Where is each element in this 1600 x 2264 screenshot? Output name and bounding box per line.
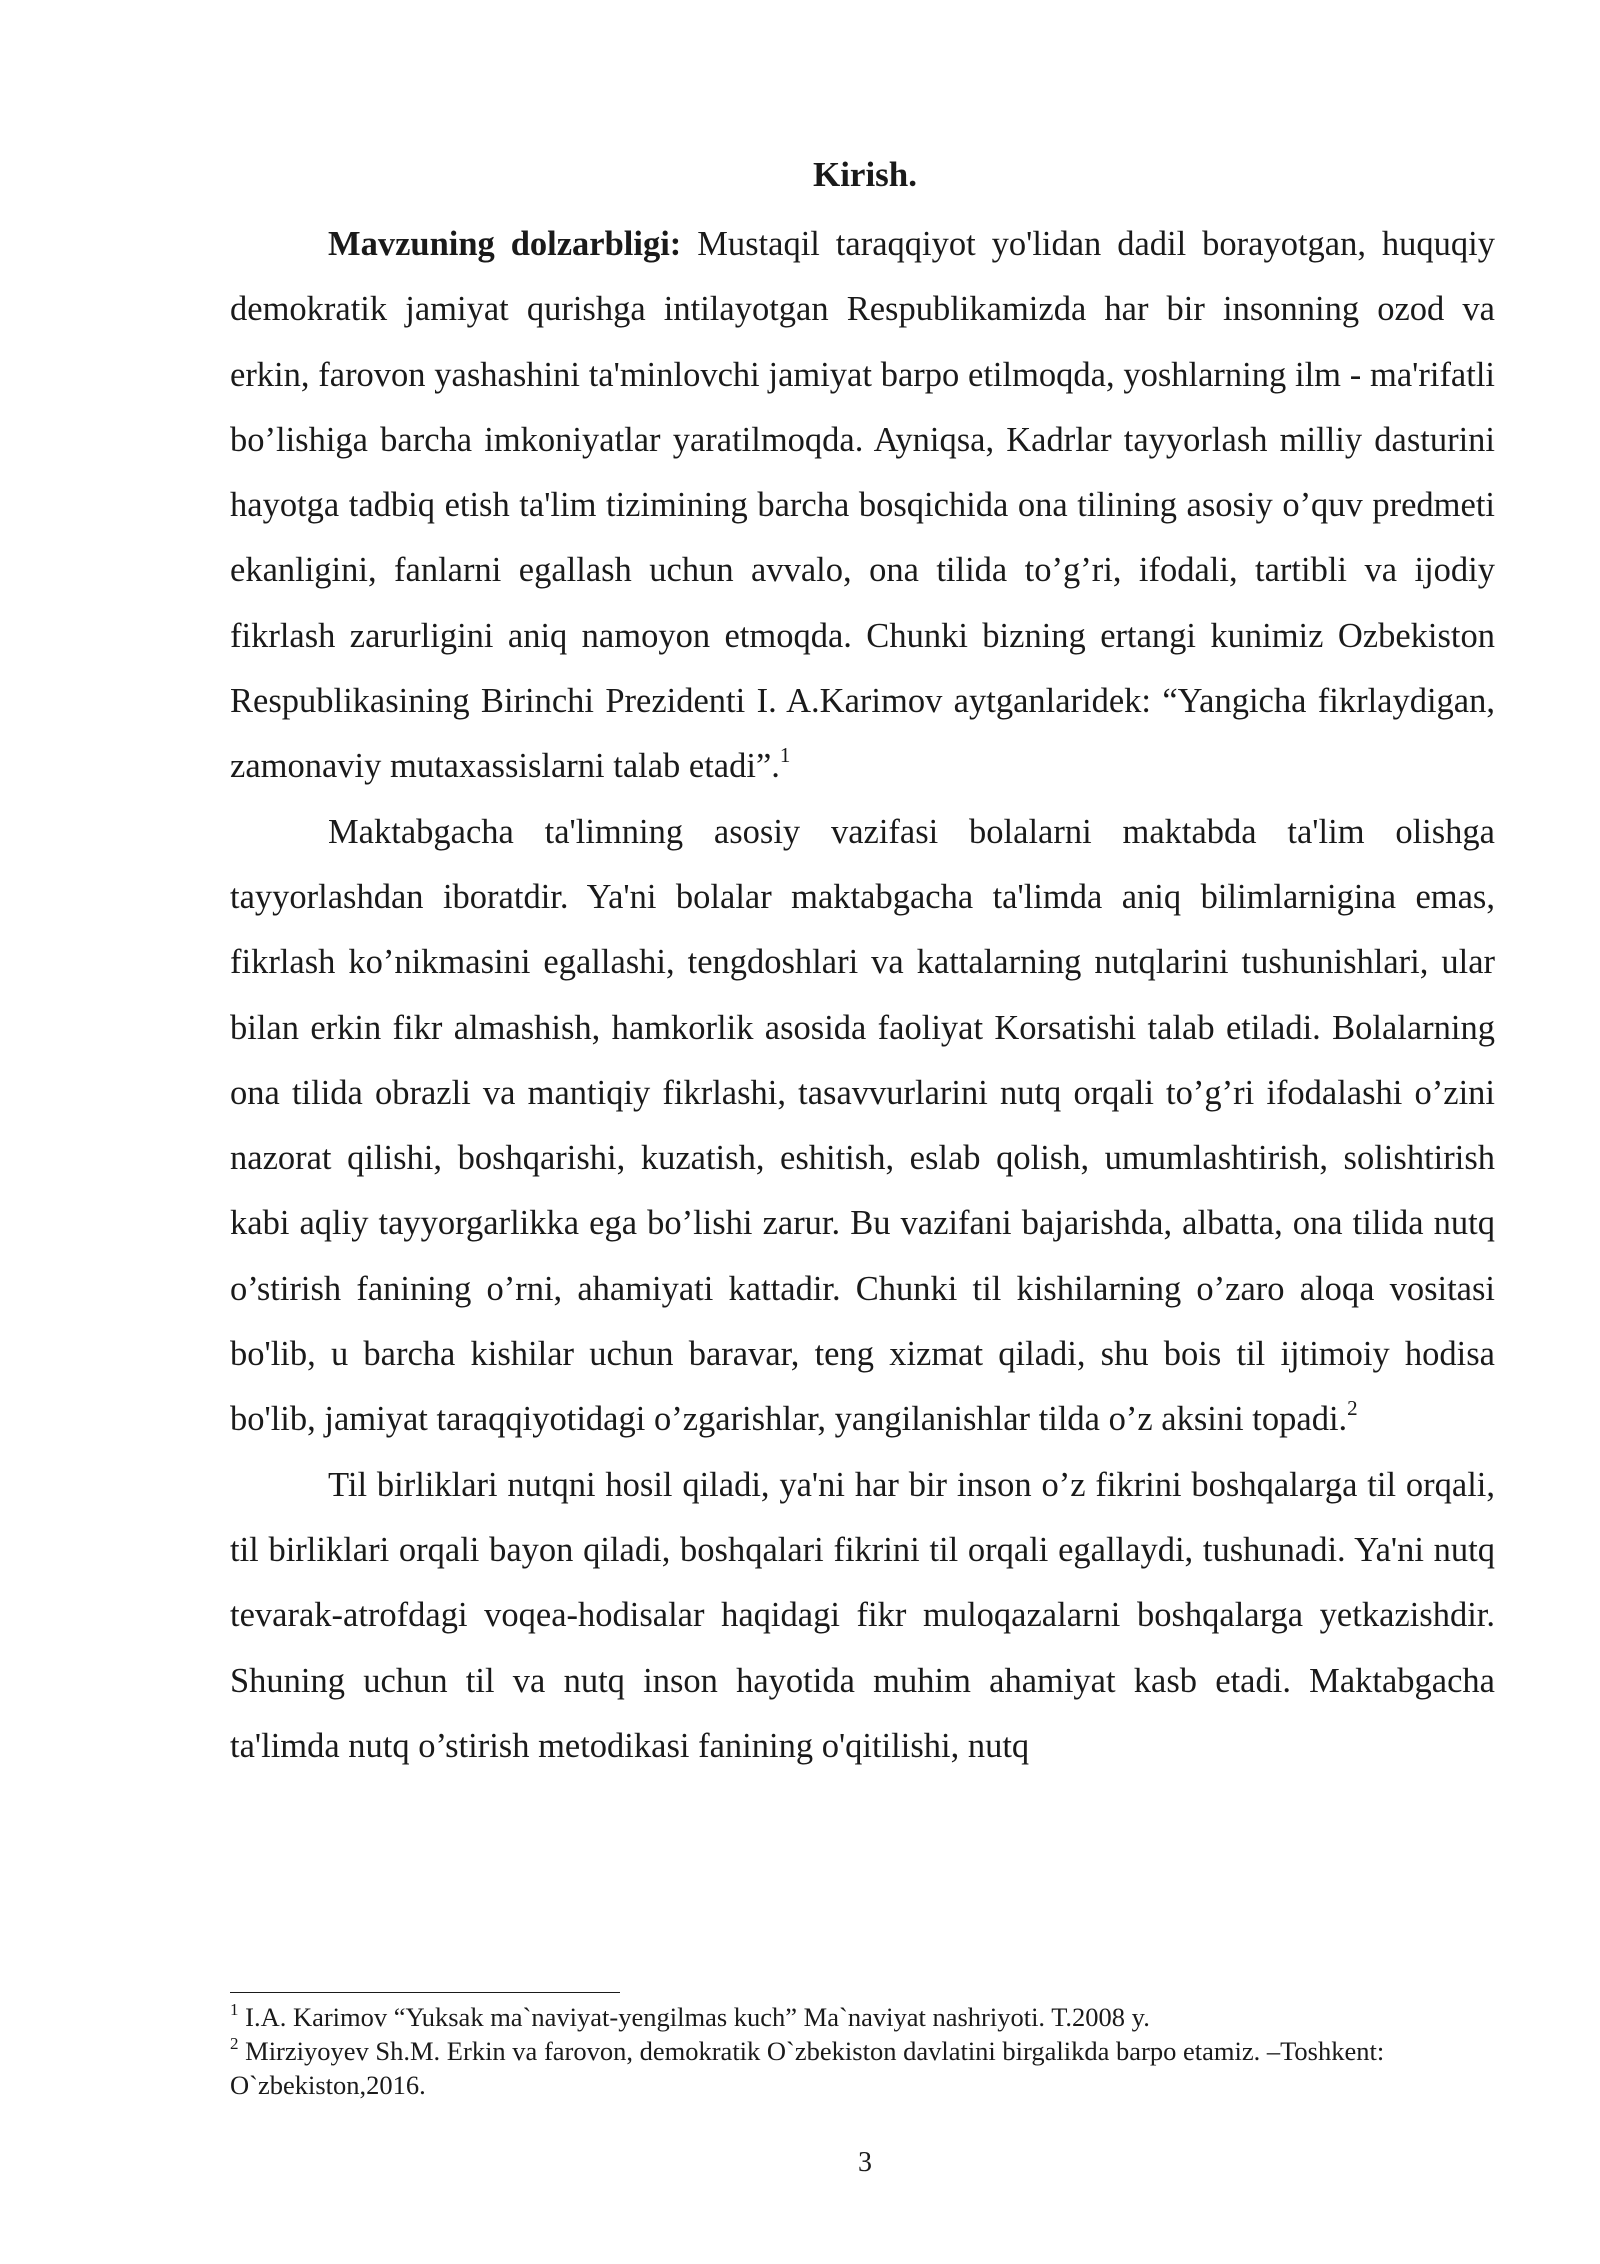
page-number: 3: [858, 2147, 872, 2178]
paragraph-text: Mustaqil taraqqiyot yo'lidan dadil borayotgan, huquqiy demokratik jamiyat qurishga intilayotgan Respublikamizda har bir insonning ozod va erkin, farovon yashashini ta'minlovchi jamiyat barpo etilmoqda, yoshlarning ilm - ma'rifatli bo’lishiga barcha imkoniyatlar yaratilmoqda. Ayniqsa, Kadrlar tayyorlash milliy dasturini hayotga tadbiq etish ta'lim tizimining barcha bosqichida ona tilining asosiy o’quv predmeti ekanligini, fanlarni egallash uchun avvalo, ona tilida to’g’ri, ifodali, tartibli va ijodiy fikrlash zarurligini aniq namoyon etmoqda. Chunki bizning ertangi kunimiz Ozbekiston Respublikasining Birinchi Prezidenti I. A.Karimov aytganlaridek: “Yangicha fikrlaydigan, zamonaviy mutaxassislarni talab etadi”.: [230, 225, 1495, 786]
footnote-mark: 1: [230, 2000, 239, 2019]
footnote-reference: 1: [779, 743, 791, 768]
footnote-text: Mirziyoyev Sh.M. Erkin va farovon, demokratik O`zbekiston davlatini birgalikda barpo etamiz. –Toshkent: O`zbekiston,2016.: [230, 2036, 1385, 2100]
footnotes: [230, 2000, 1495, 2102]
footnote-separator: [230, 1992, 620, 1993]
section-heading: Kirish.: [812, 155, 918, 194]
footnote-reference: 2: [1347, 1396, 1358, 1421]
paragraph-preschool-tasks: [230, 800, 1495, 1453]
relevance-lead: Mavzuning dolzarbligi:: [328, 225, 682, 263]
footnote: [230, 2000, 1495, 2034]
body-text: [230, 212, 1495, 1779]
paragraph-text: Maktabgacha ta'limning asosiy vazifasi bolalarni maktabda ta'lim olishga tayyorlashdan iboratdir. Ya'ni bolalar maktabgacha ta'limda aniq bilimlarnigina emas, fikrlash ko’nikmasini egallashi, tengdoshlari va kattalarning nutqlarini tushunishlari, ular bilan erkin fikr almashish, hamkorlik asosida faoliyat Korsatishi talab etiladi. Bolalarning ona tilida obrazli va mantiqiy fikrlashi, tasavvurlarini nutq orqali to’g’ri ifodalashi o’zini nazorat qilishi, boshqarishi, kuzatish, eshitish, eslab qolish, umumlashtirish, solishtirish kabi aqliy tayyorgarlikka ega bo’lishi zarur. Bu vazifani bajarishda, albatta, ona tilida nutq o’stirish fanining o’rni, ahamiyati kattadir. Chunki til kishilarning o’zaro aloqa vositasi bo'lib, u barcha kishilar uchun baravar, teng xizmat qiladi, shu bois til ijtimoiy hodisa bo'lib, jamiyat taraqqiyotidagi o’zgarishlar, yangilanishlar tilda o’z aksini topadi.: [230, 812, 1495, 1439]
footnote: [230, 2034, 1495, 2102]
paragraph-relevance: [230, 212, 1495, 800]
paragraph-language-units: [230, 1453, 1495, 1779]
paragraph-text: Til birliklari nutqni hosil qiladi, ya'ni har bir inson o’z fikrini boshqalarga til orqali, til birliklari orqali bayon qiladi, boshqalari fikrini til orqali egallaydi, tushunadi. Ya'ni nutq tevarak-atrofdagi voqea-hodisalar haqidagi fikr muloqazalarni boshqalarga yetkazishdir. Shuning uchun til va nutq inson hayotida muhim ahamiyat kasb etadi. Maktabgacha ta'limda nutq o’stirish metodikasi fanining o'qitilishi, nutq: [230, 1465, 1495, 1765]
footnote-text: I.A. Karimov “Yuksak ma`naviyat-yengilmas kuch” Ma`naviyat nashriyoti. T.2008 y.: [238, 2002, 1150, 2032]
footnote-mark: 2: [230, 2034, 239, 2053]
